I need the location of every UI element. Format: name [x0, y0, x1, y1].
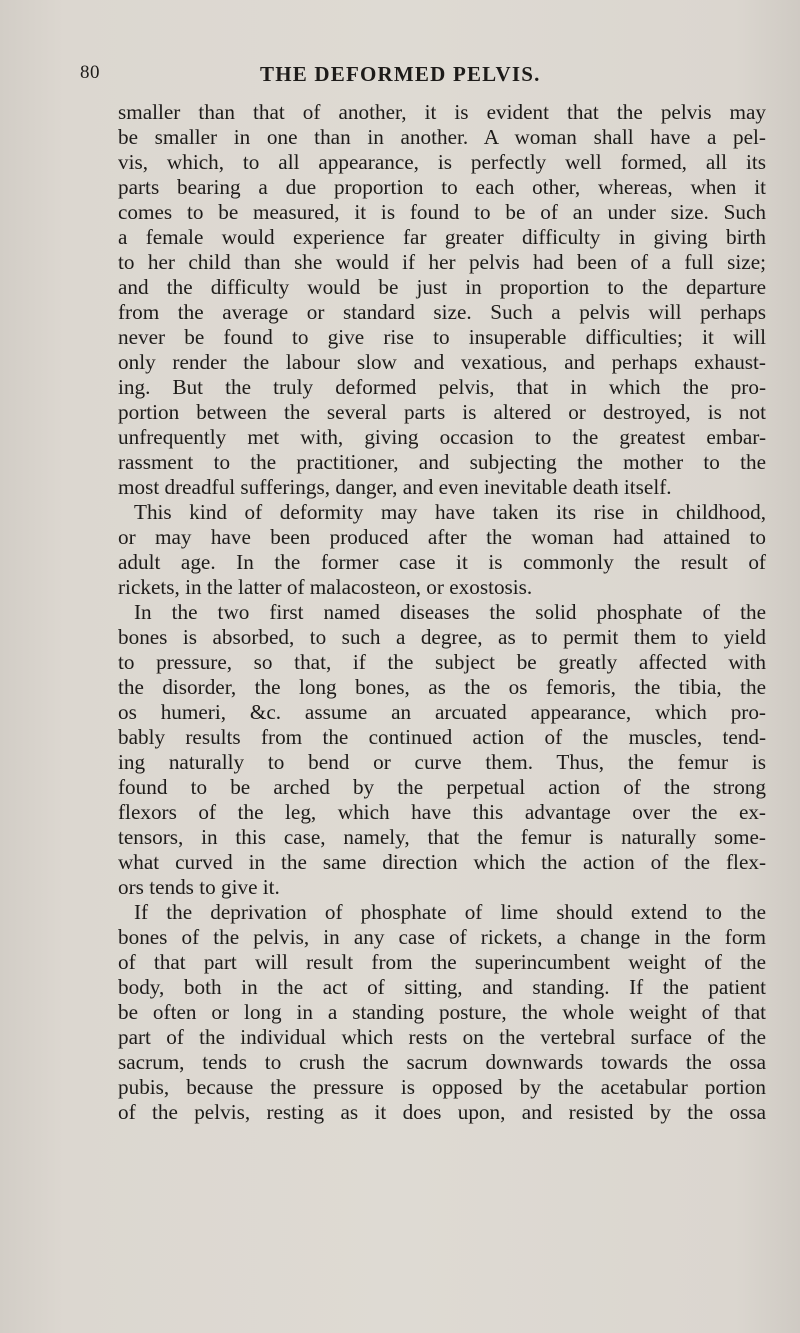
text-line: ing. But the truly deformed pelvis, that in which the pro-: [118, 375, 766, 399]
text-line: bably results from the continued action of the muscles, tend-: [118, 725, 766, 749]
text-line: If the deprivation of phosphate of lime should extend to the: [134, 900, 766, 924]
text-line: rassment to the practitioner, and subjecting the mother to the: [118, 450, 766, 474]
text-line: a female would experience far greater difficulty in giving birth: [118, 225, 766, 249]
text-line: of the pelvis, resting as it does upon, and resisted by the ossa: [118, 1100, 766, 1124]
text-line: from the average or standard size. Such a pelvis will perhaps: [118, 300, 766, 324]
text-line: flexors of the leg, which have this advantage over the ex-: [118, 800, 766, 824]
text-line: bones of the pelvis, in any case of rickets, a change in the form: [118, 925, 766, 949]
text-line: to pressure, so that, if the subject be greatly affected with: [118, 650, 766, 674]
text-line: In the two first named diseases the solid phosphate of the: [134, 600, 766, 624]
text-line: parts bearing a due proportion to each other, whereas, when it: [118, 175, 766, 199]
text-line: comes to be measured, it is found to be of an under size. Such: [118, 200, 766, 224]
text-line: and the difficulty would be just in proportion to the departure: [118, 275, 766, 299]
text-line: This kind of deformity may have taken its rise in childhood,: [134, 500, 766, 524]
running-title: THE DEFORMED PELVIS.: [260, 62, 541, 86]
text-line: be smaller in one than in another. A woman shall have a pel-: [118, 125, 766, 149]
text-line: portion between the several parts is altered or destroyed, is not: [118, 400, 766, 424]
text-line: to her child than she would if her pelvis had been of a full size;: [118, 250, 766, 274]
text-line: of that part will result from the superincumbent weight of the: [118, 950, 766, 974]
text-line: what curved in the same direction which the action of the flex-: [118, 850, 766, 874]
text-line: never be found to give rise to insuperable difficulties; it will: [118, 325, 766, 349]
text-line: the disorder, the long bones, as the os femoris, the tibia, the: [118, 675, 766, 699]
text-line: rickets, in the latter of malacosteon, or exostosis.: [118, 575, 533, 599]
text-line: ors tends to give it.: [118, 875, 280, 899]
text-line: part of the individual which rests on the vertebral surface of the: [118, 1025, 766, 1049]
text-line: most dreadful sufferings, danger, and even inevitable death itself.: [118, 475, 672, 499]
text-line: adult age. In the former case it is commonly the result of: [118, 550, 766, 574]
text-line: or may have been produced after the woman had attained to: [118, 525, 766, 549]
text-line: be often or long in a standing posture, the whole weight of that: [118, 1000, 766, 1024]
text-line: body, both in the act of sitting, and standing. If the patient: [118, 975, 766, 999]
body-text: [118, 100, 766, 1125]
text-line: smaller than that of another, it is evident that the pelvis may: [118, 100, 766, 124]
text-line: found to be arched by the perpetual action of the strong: [118, 775, 766, 799]
text-line: sacrum, tends to crush the sacrum downwards towards the ossa: [118, 1050, 766, 1074]
text-line: ing naturally to bend or curve them. Thus, the femur is: [118, 750, 766, 774]
text-line: tensors, in this case, namely, that the femur is naturally some-: [118, 825, 766, 849]
text-line: vis, which, to all appearance, is perfectly well formed, all its: [118, 150, 766, 174]
page-number: 80: [80, 62, 100, 83]
text-line: unfrequently met with, giving occasion to the greatest embar-: [118, 425, 766, 449]
text-line: os humeri, &c. assume an arcuated appearance, which pro-: [118, 700, 766, 724]
text-line: only render the labour slow and vexatious, and perhaps exhaust-: [118, 350, 766, 374]
running-head: [80, 60, 760, 100]
text-line: bones is absorbed, to such a degree, as to permit them to yield: [118, 625, 766, 649]
text-line: pubis, because the pressure is opposed by the acetabular portion: [118, 1075, 766, 1099]
